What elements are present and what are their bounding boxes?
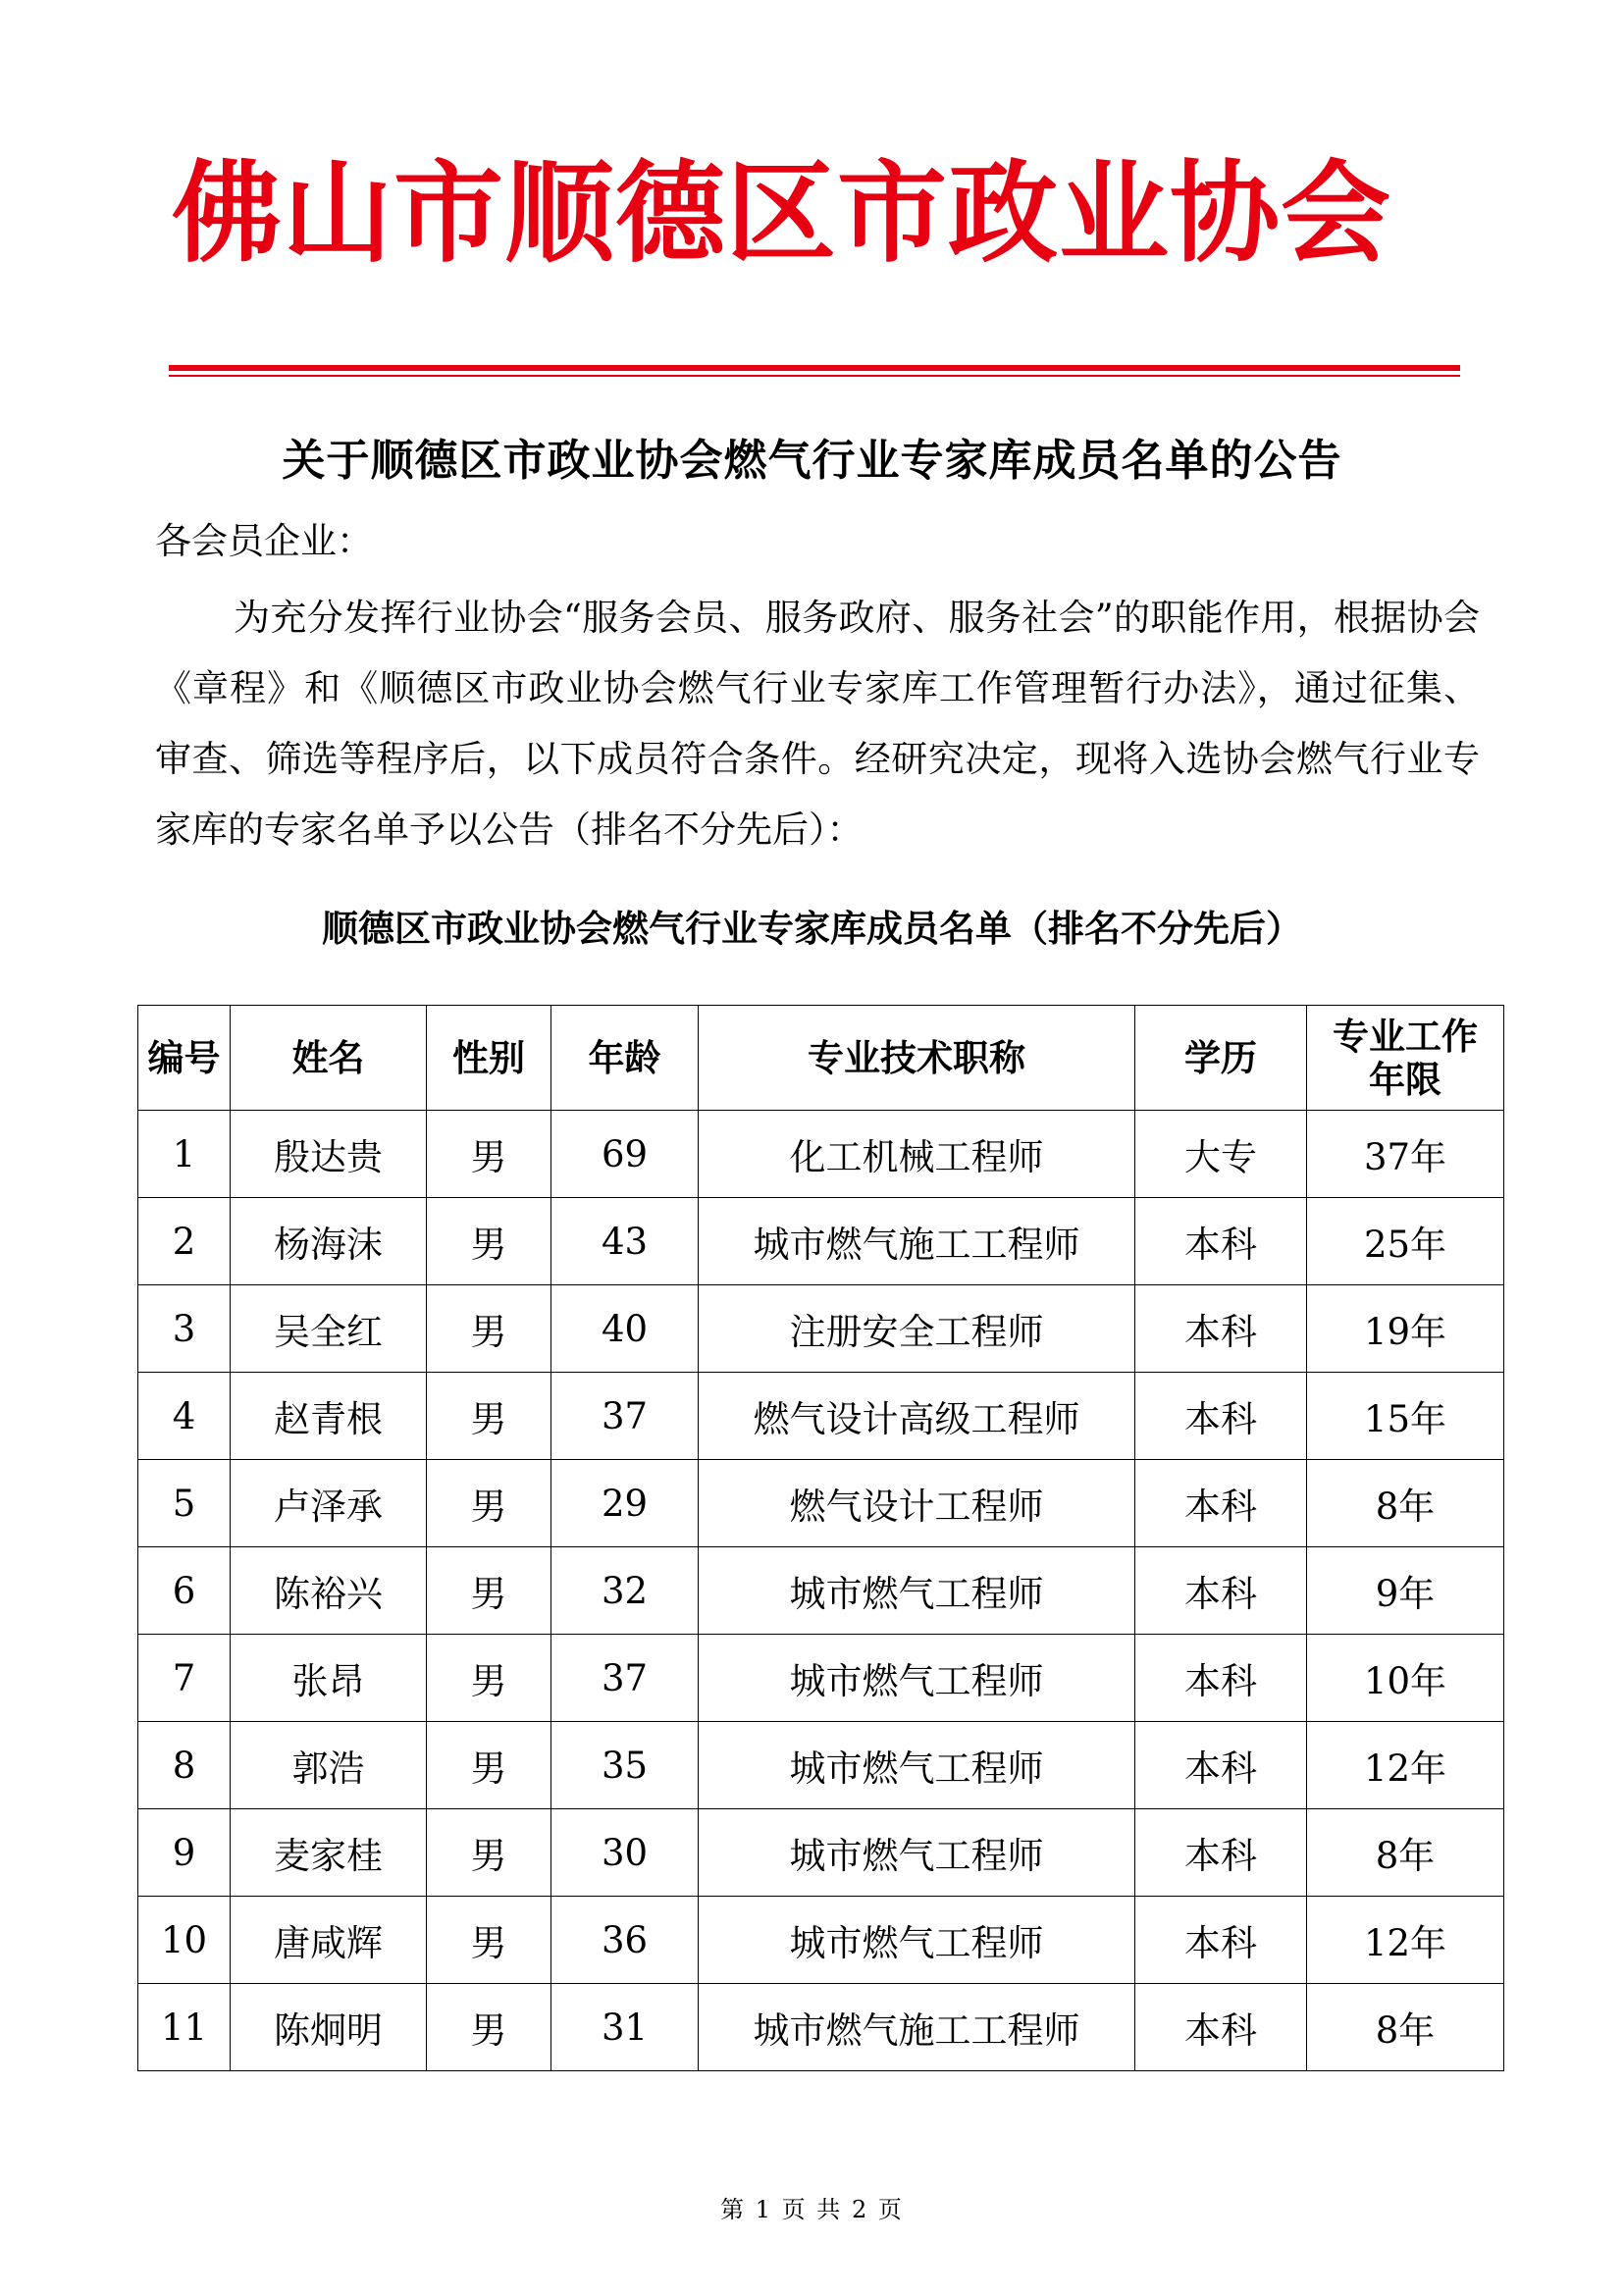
cell-education: 本科	[1135, 1285, 1307, 1373]
table-row	[138, 1111, 1504, 1198]
cell-work-years: 25年	[1307, 1198, 1504, 1285]
table-title: 顺德区市政业协会燃气行业专家库成员名单（排名不分先后）	[322, 907, 1302, 950]
cell-work-years: 12年	[1307, 1722, 1504, 1809]
cell-title: 城市燃气工程师	[699, 1635, 1135, 1722]
cell-number: 6	[138, 1547, 231, 1635]
table-row	[138, 1198, 1504, 1285]
table-row	[138, 1984, 1504, 2071]
header-education: 学历	[1135, 1006, 1307, 1111]
cell-age: 69	[551, 1111, 699, 1198]
cell-age: 32	[551, 1547, 699, 1635]
cell-title: 城市燃气工程师	[699, 1897, 1135, 1984]
cell-number: 5	[138, 1460, 231, 1547]
cell-title: 注册安全工程师	[699, 1285, 1135, 1373]
cell-title: 燃气设计工程师	[699, 1460, 1135, 1547]
cell-gender: 男	[427, 1198, 551, 1285]
cell-work-years: 37年	[1307, 1111, 1504, 1198]
cell-education: 本科	[1135, 1373, 1307, 1460]
cell-name: 杨海沫	[231, 1198, 427, 1285]
cell-gender: 男	[427, 1373, 551, 1460]
cell-number: 9	[138, 1809, 231, 1897]
cell-age: 43	[551, 1198, 699, 1285]
cell-work-years: 15年	[1307, 1373, 1504, 1460]
page-footer: 第 1 页 共 2 页	[720, 2196, 904, 2223]
table-header-row	[138, 1006, 1504, 1111]
cell-number: 3	[138, 1285, 231, 1373]
cell-work-years: 8年	[1307, 1809, 1504, 1897]
cell-title: 城市燃气施工工程师	[699, 1198, 1135, 1285]
organization-masthead: 佛山市顺德区市政业协会	[172, 150, 1391, 278]
header-work-years-line2: 年限	[1369, 1058, 1441, 1101]
table-row	[138, 1635, 1504, 1722]
cell-gender: 男	[427, 1809, 551, 1897]
cell-age: 30	[551, 1809, 699, 1897]
cell-work-years: 8年	[1307, 1460, 1504, 1547]
cell-name: 吴全红	[231, 1285, 427, 1373]
cell-number: 11	[138, 1984, 231, 2071]
cell-age: 40	[551, 1285, 699, 1373]
notice-salutation: 各会员企业：	[155, 520, 373, 562]
table-row	[138, 1809, 1504, 1897]
notice-body: 为充分发挥行业协会“服务会员、服务政府、服务社会”的职能作用，根据协会《章程》和《顺德区市政业协会燃气行业专家库工作管理暂行办法》，通过征集、审查、筛选等程序后，以下成员符合条件。经研究决定，现将入选协会燃气行业专家库的专家名单予以公告（排名不分先后）：	[155, 597, 1480, 851]
cell-title: 燃气设计高级工程师	[699, 1373, 1135, 1460]
header-work-years-line1: 专业工作	[1333, 1015, 1478, 1058]
cell-number: 10	[138, 1897, 231, 1984]
cell-age: 31	[551, 1984, 699, 2071]
table-row	[138, 1547, 1504, 1635]
header-red-rule-thin	[169, 375, 1460, 377]
cell-education: 本科	[1135, 1635, 1307, 1722]
cell-name: 郭浩	[231, 1722, 427, 1809]
cell-education: 大专	[1135, 1111, 1307, 1198]
cell-age: 35	[551, 1722, 699, 1809]
cell-work-years: 10年	[1307, 1635, 1504, 1722]
header-work-years	[1307, 1006, 1504, 1111]
table-row	[138, 1897, 1504, 1984]
cell-name: 陈炯明	[231, 1984, 427, 2071]
cell-number: 2	[138, 1198, 231, 1285]
cell-age: 37	[551, 1635, 699, 1722]
cell-name: 张昂	[231, 1635, 427, 1722]
table-row	[138, 1460, 1504, 1547]
cell-number: 8	[138, 1722, 231, 1809]
cell-work-years: 8年	[1307, 1984, 1504, 2071]
cell-education: 本科	[1135, 1198, 1307, 1285]
cell-number: 1	[138, 1111, 231, 1198]
cell-education: 本科	[1135, 1460, 1307, 1547]
cell-education: 本科	[1135, 1897, 1307, 1984]
cell-title: 城市燃气工程师	[699, 1547, 1135, 1635]
cell-gender: 男	[427, 1722, 551, 1809]
cell-gender: 男	[427, 1635, 551, 1722]
cell-age: 29	[551, 1460, 699, 1547]
cell-age: 36	[551, 1897, 699, 1984]
cell-title: 城市燃气工程师	[699, 1722, 1135, 1809]
cell-education: 本科	[1135, 1722, 1307, 1809]
roster-body	[138, 1111, 1504, 2071]
cell-title: 化工机械工程师	[699, 1111, 1135, 1198]
cell-name: 殷达贵	[231, 1111, 427, 1198]
cell-education: 本科	[1135, 1547, 1307, 1635]
table-row	[138, 1285, 1504, 1373]
cell-name: 唐咸辉	[231, 1897, 427, 1984]
cell-education: 本科	[1135, 1984, 1307, 2071]
table-row	[138, 1722, 1504, 1809]
cell-work-years: 12年	[1307, 1897, 1504, 1984]
cell-work-years: 19年	[1307, 1285, 1504, 1373]
header-age: 年龄	[551, 1006, 699, 1111]
cell-gender: 男	[427, 1285, 551, 1373]
header-number: 编号	[138, 1006, 231, 1111]
cell-number: 4	[138, 1373, 231, 1460]
cell-age: 37	[551, 1373, 699, 1460]
cell-name: 赵青根	[231, 1373, 427, 1460]
cell-gender: 男	[427, 1111, 551, 1198]
header-gender: 性别	[427, 1006, 551, 1111]
cell-name: 卢泽承	[231, 1460, 427, 1547]
cell-name: 陈裕兴	[231, 1547, 427, 1635]
expert-roster-table	[137, 1005, 1504, 2071]
header-name: 姓名	[231, 1006, 427, 1111]
cell-education: 本科	[1135, 1809, 1307, 1897]
cell-gender: 男	[427, 1897, 551, 1984]
cell-number: 7	[138, 1635, 231, 1722]
cell-name: 麦家桂	[231, 1809, 427, 1897]
cell-title: 城市燃气施工工程师	[699, 1984, 1135, 2071]
cell-gender: 男	[427, 1547, 551, 1635]
cell-title: 城市燃气工程师	[699, 1809, 1135, 1897]
cell-gender: 男	[427, 1984, 551, 2071]
table-row	[138, 1373, 1504, 1460]
notice-title: 关于顺德区市政业协会燃气行业专家库成员名单的公告	[282, 436, 1342, 486]
header-red-rule-thick	[169, 365, 1460, 371]
header-title: 专业技术职称	[699, 1006, 1135, 1111]
cell-work-years: 9年	[1307, 1547, 1504, 1635]
cell-gender: 男	[427, 1460, 551, 1547]
